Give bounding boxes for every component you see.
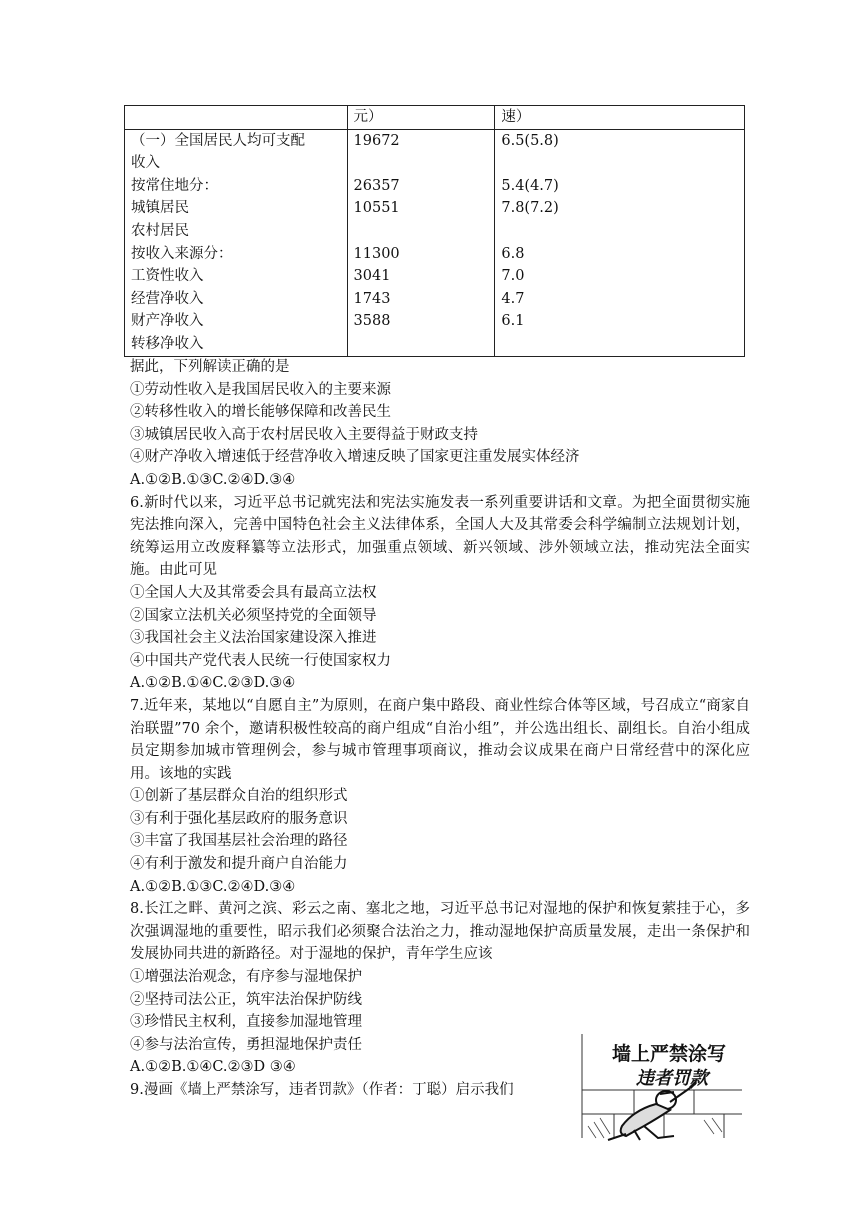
answer-choices: A.①②B.①③C.②④D.③④ — [130, 471, 296, 488]
growth-column — [495, 129, 745, 356]
option-item: ①劳动性收入是我国居民收入的主要来源 — [130, 381, 391, 398]
table-body-row — [125, 129, 745, 356]
table-cell: 5.4(4.7) — [501, 177, 559, 194]
option-item: ③有利于强化基层政府的服务意识 — [130, 810, 348, 827]
table-cell: 7.0 — [501, 268, 525, 285]
option-item: ③城镇居民收入高于农村居民收入主要得益于财政支持 — [130, 426, 478, 443]
table-header-cell — [125, 106, 348, 130]
table-cell: 6.5(5.8) — [501, 132, 559, 149]
questions-body — [130, 356, 750, 1102]
table-header-row — [125, 106, 745, 130]
table-cell: 4.7 — [501, 290, 525, 307]
answer-choices: A.①②B.①④C.②③D.③④ — [130, 675, 296, 692]
table-cell — [501, 152, 738, 175]
table-cell: 6.8 — [501, 245, 525, 262]
table-cell: 26357 — [353, 177, 400, 194]
table-cell: 转移净收入 — [131, 335, 204, 352]
table-header-cell: 速） — [495, 106, 745, 130]
table-cell: 收入 — [131, 155, 160, 172]
option-item: ①创新了基层群众自治的组织形式 — [130, 788, 348, 805]
amount-column — [347, 129, 495, 356]
table-cell — [501, 333, 738, 356]
table-header-cell: 元） — [347, 106, 495, 130]
category-column — [125, 129, 348, 356]
question-8-stem: 8.长江之畔、黄河之滨、彩云之南、塞北之地，习近平总书记对湿地的保护和恢复萦挂于心，多次强调湿地的重要性，昭示我们必须聚合法治之力，推动湿地保护高质量发展，走出一条保护和发展协同共进的新路径。对于湿地的保护，青年学生应该 — [130, 901, 750, 963]
table-cell: 6.1 — [501, 313, 525, 330]
table-cell: 按收入来源分： — [131, 245, 233, 262]
table-cell: 3041 — [353, 268, 391, 285]
question-6-stem: 6.新时代以来，习近平总书记就宪法和宪法实施发表一系列重要讲话和文章。为把全面贯彻实施宪法推向深入，完善中国特色社会主义法律体系，全国人大及其常委会科学编制立法规划计划，统筹运用立改废释纂等立法形式，加强重点领域、新兴领域、涉外领域立法，推动宪法全面实施。由此可见 — [130, 494, 750, 579]
option-item: ④有利于激发和提升商户自治能力 — [130, 856, 348, 873]
question-9-stem: 9.漫画《墙上严禁涂写，违者罚款》（作者：丁聪）启示我们 — [130, 1082, 514, 1098]
table-cell: 19672 — [353, 132, 400, 149]
answer-choices: A.①②B.①③C.②④D.③④ — [130, 878, 296, 895]
option-item: ③丰富了我国基层社会治理的路径 — [130, 833, 348, 850]
option-item: ④中国共产党代表人民统一行使国家权力 — [130, 652, 391, 669]
table-cell: 城镇居民 — [131, 200, 189, 217]
table-cell — [354, 333, 489, 356]
table-cell: 10551 — [353, 200, 400, 217]
option-item: ④参与法治宣传，勇担湿地保护责任 — [130, 1036, 362, 1053]
table-cell: 11300 — [353, 245, 400, 262]
option-item: ②转移性收入的增长能够保障和改善民生 — [130, 404, 391, 421]
table-cell: 1743 — [353, 290, 391, 307]
table-cell: 工资性收入 — [131, 268, 204, 285]
option-item: ③我国社会主义法治国家建设深入推进 — [130, 630, 377, 647]
cartoon-caption-line2: 违者罚款 — [636, 1068, 708, 1089]
option-item: ②坚持司法公正，筑牢法治保护防线 — [130, 991, 362, 1008]
table-cell: 3588 — [353, 313, 391, 330]
table-cell — [501, 220, 738, 243]
cartoon-illustration — [574, 1030, 744, 1142]
option-item: ①全国人大及其常委会具有最高立法权 — [130, 584, 377, 601]
table-cell: 按常住地分： — [131, 177, 218, 194]
answer-choices: A.①②B.①④C.②③D ③④ — [130, 1059, 296, 1076]
question-7-stem: 7.近年来，某地以“自愿自主”为原则，在商户集中路段、商业性综合体等区域，号召成立“商家自治联盟”70 余个，邀请积极性较高的商户组成“自治小组”，并公选出组长、副组长。自治小组成员定期参加城市管理例会，参与城市管理事项商议，推动会议成果在商户日常经营中的深化应用。该地的实践 — [130, 697, 750, 782]
painter-figure — [608, 1082, 696, 1140]
table-cell — [354, 152, 489, 175]
option-item: ①增强法治观念，有序参与湿地保护 — [130, 969, 362, 986]
cartoon-caption-line1: 墙上严禁涂写 — [612, 1043, 727, 1065]
option-item: ②国家立法机关必须坚持党的全面领导 — [130, 607, 377, 624]
option-item: ④财产净收入增速低于经营净收入增速反映了国家更注重发展实体经济 — [130, 449, 580, 466]
income-table — [124, 105, 745, 357]
table-cell: 农村居民 — [131, 222, 189, 239]
question-5-stem: 据此，下列解读正确的是 — [130, 359, 290, 375]
table-cell: 经营净收入 — [131, 290, 204, 307]
table-cell: 财产净收入 — [131, 313, 204, 330]
option-item: ③珍惜民主权利，直接参加湿地管理 — [130, 1014, 362, 1031]
table-cell: 7.8(7.2) — [501, 200, 559, 217]
table-cell: （一）全国居民人均可支配 — [131, 132, 305, 149]
table-cell — [354, 220, 489, 243]
